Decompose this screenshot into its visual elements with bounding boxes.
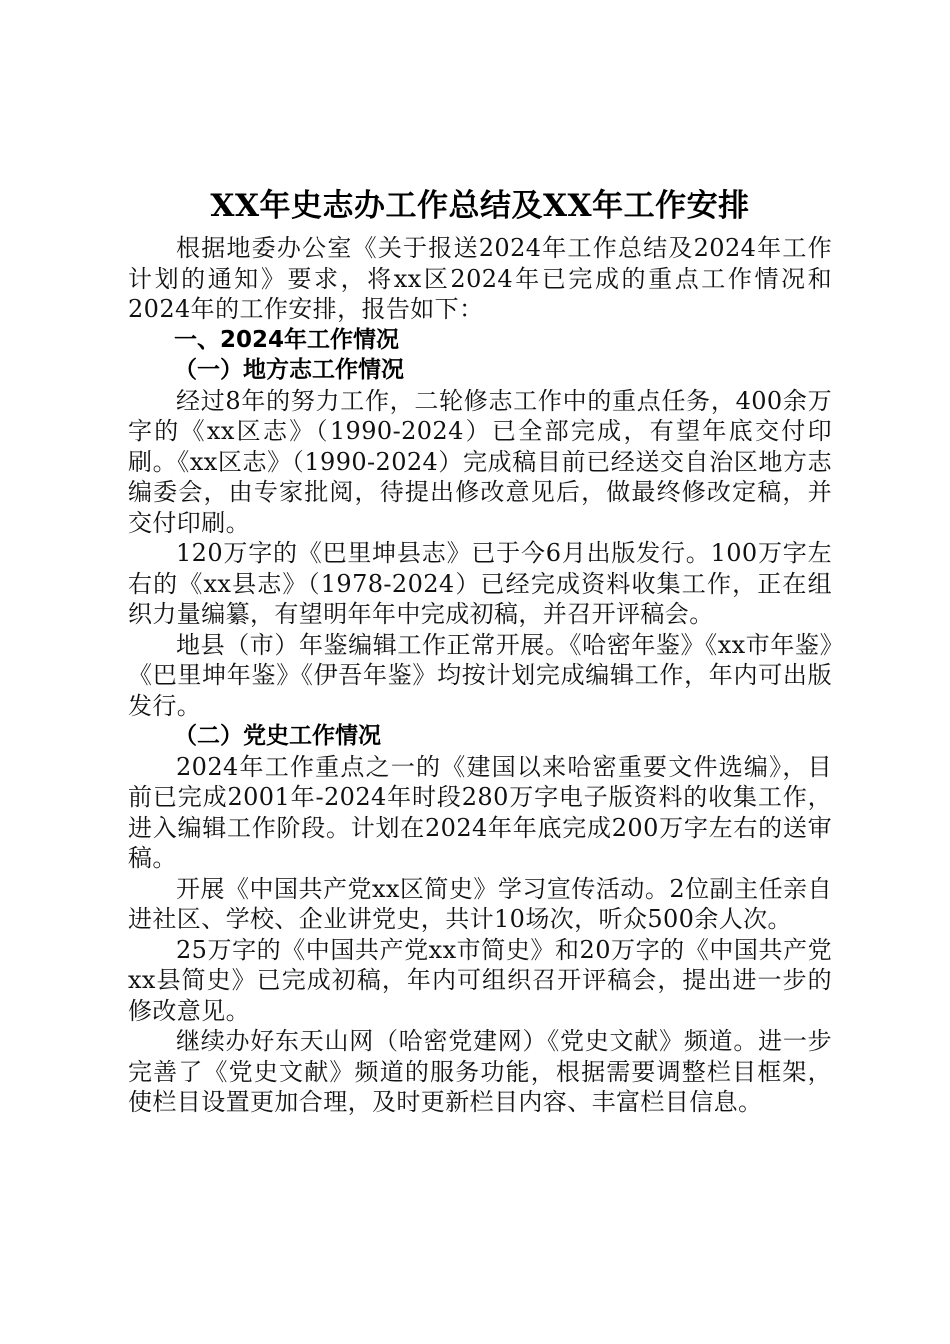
party-history-paragraph: 2024年工作重点之一的《建国以来哈密重要文件选编》，目前已完成2001年-2024年时段280万字电子版资料的收集工作，进入编辑工作阶段。计划在2024年年底完成200万字左右的送审稿。	[128, 752, 832, 872]
party-history-paragraph: 继续办好东天山网（哈密党建网）《党史文献》频道。进一步完善了《党史文献》频道的服务功能，根据需要调整栏目框架，使栏目设置更加合理，及时更新栏目内容、丰富栏目信息。	[128, 1027, 832, 1116]
party-history-paragraph: 开展《中国共产党xx区简史》学习宣传活动。2位副主任亲自进社区、学校、企业讲党史，共计10场次，听众500余人次。	[128, 874, 832, 933]
chronicles-paragraph: 120万字的《巴里坤县志》已于今6月出版发行。100万字左右的《xx县志》（1978-2024）已经完成资料收集工作，正在组织力量编纂，有望明年年中完成初稿，并召开评稿会。	[128, 539, 832, 628]
document-body	[128, 183, 832, 1118]
subsection-heading-party-history: （二）党史工作情况	[174, 723, 381, 749]
section-heading-2024-work: 一、2024年工作情况	[174, 326, 400, 353]
chronicles-paragraph: 地县（市）年鉴编辑工作正常开展。《哈密年鉴》《xx市年鉴》《巴里坤年鉴》《伊吾年鉴》均按计划完成编辑工作，年内可出版发行。	[128, 630, 832, 720]
party-history-paragraph: 25万字的《中国共产党xx市简史》和20万字的《中国共产党xx县简史》已完成初稿，年内可组织召开评稿会，提出进一步的修改意见。	[128, 935, 832, 1025]
intro-paragraph: 根据地委办公室《关于报送2024年工作总结及2024年工作计划的通知》要求，将xx区2024年已完成的重点工作情况和2024年的工作安排，报告如下：	[128, 234, 832, 323]
document-title: XX年史志办工作总结及XX年工作安排	[210, 188, 750, 224]
subsection-heading-local-chronicles: （一）地方志工作情况	[174, 357, 404, 383]
chronicles-paragraph: 经过8年的努力工作，二轮修志工作中的重点任务，400余万字的《xx区志》（1990-2024）已全部完成，有望年底交付印刷。《xx区志》（1990-2024）完成稿目前已经送交自治区地方志编委会，由专家批阅，待提出修改意见后，做最终修改定稿，并交付印刷。	[128, 386, 832, 537]
